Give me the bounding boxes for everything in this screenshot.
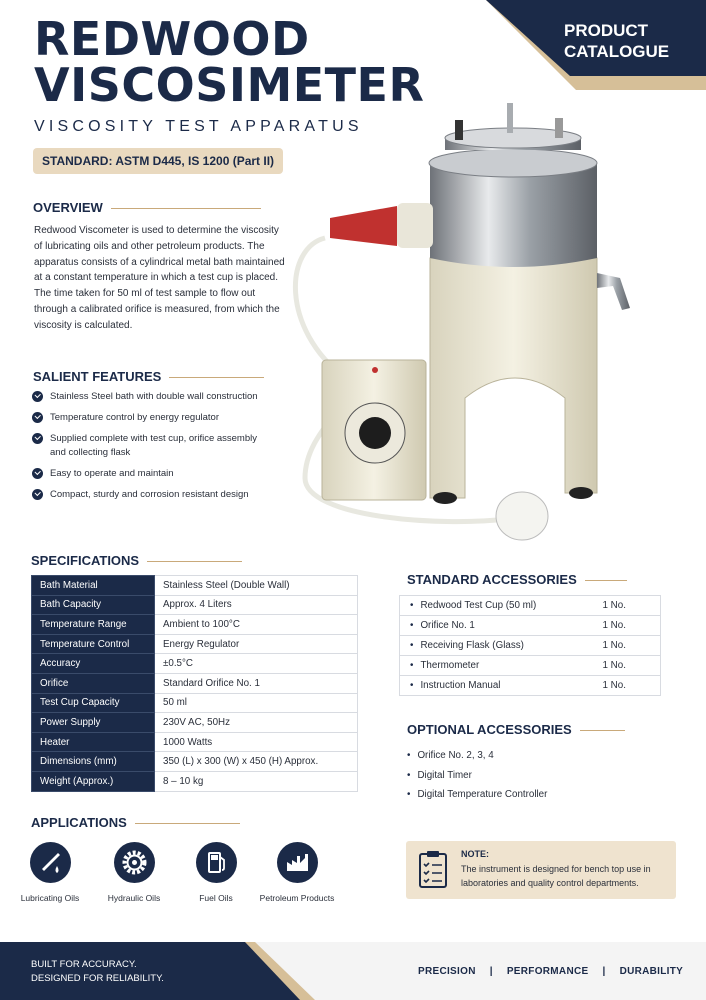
- application-item: Lubricating Oils: [10, 842, 90, 904]
- table-row: Heater 1000 Watts: [32, 732, 358, 752]
- features-list: [32, 390, 272, 509]
- table-row: • Receiving Flask (Glass) 1 No.: [400, 636, 661, 656]
- list-item: Stainless Steel bath with double wall construction: [32, 390, 272, 404]
- overview-heading: OVERVIEW: [33, 200, 261, 215]
- standard-accessories-table: [399, 595, 661, 696]
- viscometer-product-image: [285, 98, 665, 550]
- list-item: Supplied complete with test cup, orifice assembly and collecting flask: [32, 432, 272, 460]
- table-row: Test Cup Capacity 50 ml: [32, 693, 358, 713]
- overview-text: Redwood Viscometer is used to determine the viscosity of lubricating oils and other petroleum products. The apparatus consists of a cylindrical metal bath maintained at a constant temperature in which a test cup is placed. The time taken for 50 ml of test sample to flow out through a calibrated orifice is measured, from which the viscosity is calculated.: [34, 225, 285, 331]
- table-row: Temperature Range Ambient to 100°C: [32, 615, 358, 635]
- page-title: REDWOOD VISCOSIMETER: [34, 12, 425, 112]
- fuel-pump-icon: [196, 842, 237, 883]
- note-text: The instrument is designed for bench top use in laboratories and quality control departments.: [461, 864, 651, 888]
- table-row: Weight (Approx.) 8 – 10 kg: [32, 771, 358, 791]
- table-row: Bath Capacity Approx. 4 Liters: [32, 595, 358, 615]
- check-icon: [32, 391, 43, 402]
- footer-tagline: BUILT FOR ACCURACY. DESIGNED FOR RELIABILITY.: [31, 959, 164, 984]
- refinery-icon: [277, 842, 318, 883]
- table-row: Bath Material Stainless Steel (Double Wall): [32, 576, 358, 596]
- note-title: NOTE:: [461, 849, 489, 859]
- check-icon: [32, 489, 43, 500]
- table-row: Temperature Control Energy Regulator: [32, 634, 358, 654]
- oil-drop-icon: [30, 842, 71, 883]
- specifications-heading: SPECIFICATIONS: [31, 553, 242, 568]
- list-item: • Orifice No. 2, 3, 4: [407, 746, 547, 766]
- check-icon: [32, 468, 43, 479]
- table-row: Accuracy ±0.5°C: [32, 654, 358, 674]
- list-item: Easy to operate and maintain: [32, 467, 272, 481]
- clipboard-icon: [418, 849, 450, 889]
- optional-accessories-heading: OPTIONAL ACCESSORIES: [407, 722, 625, 737]
- gear-icon: [114, 842, 155, 883]
- table-row: • Thermometer 1 No.: [400, 656, 661, 676]
- applications-heading: APPLICATIONS: [31, 815, 240, 830]
- application-item: Petroleum Products: [257, 842, 337, 904]
- specifications-table: [31, 575, 358, 792]
- product-catalogue-label: PRODUCT CATALOGUE: [564, 21, 670, 61]
- page-subtitle: VISCOSITY TEST APPARATUS: [34, 118, 363, 135]
- check-icon: [32, 433, 43, 444]
- list-item: • Digital Temperature Controller: [407, 785, 547, 805]
- application-item: Fuel Oils: [176, 842, 256, 904]
- table-row: Power Supply 230V AC, 50Hz: [32, 713, 358, 733]
- application-item: Hydraulic Oils: [94, 842, 174, 904]
- table-row: • Instruction Manual 1 No.: [400, 676, 661, 696]
- table-row: Orifice Standard Orifice No. 1: [32, 673, 358, 693]
- check-icon: [32, 412, 43, 423]
- optional-accessories-list: [407, 746, 547, 805]
- list-item: Compact, sturdy and corrosion resistant design: [32, 488, 272, 502]
- list-item: • Digital Timer: [407, 766, 547, 786]
- table-row: Dimensions (mm) 350 (L) x 300 (W) x 450 (H) Approx.: [32, 752, 358, 772]
- features-heading: SALIENT FEATURES: [33, 369, 264, 384]
- list-item: Temperature control by energy regulator: [32, 411, 272, 425]
- standard-accessories-heading: STANDARD ACCESSORIES: [407, 572, 627, 587]
- table-row: • Orifice No. 1 1 No.: [400, 616, 661, 636]
- note-box: [406, 841, 676, 899]
- footer-values: PRECISION | PERFORMANCE | DURABILITY: [418, 966, 684, 977]
- table-row: • Redwood Test Cup (50 ml) 1 No.: [400, 596, 661, 616]
- standard-badge: STANDARD: ASTM D445, IS 1200 (Part II): [33, 148, 283, 174]
